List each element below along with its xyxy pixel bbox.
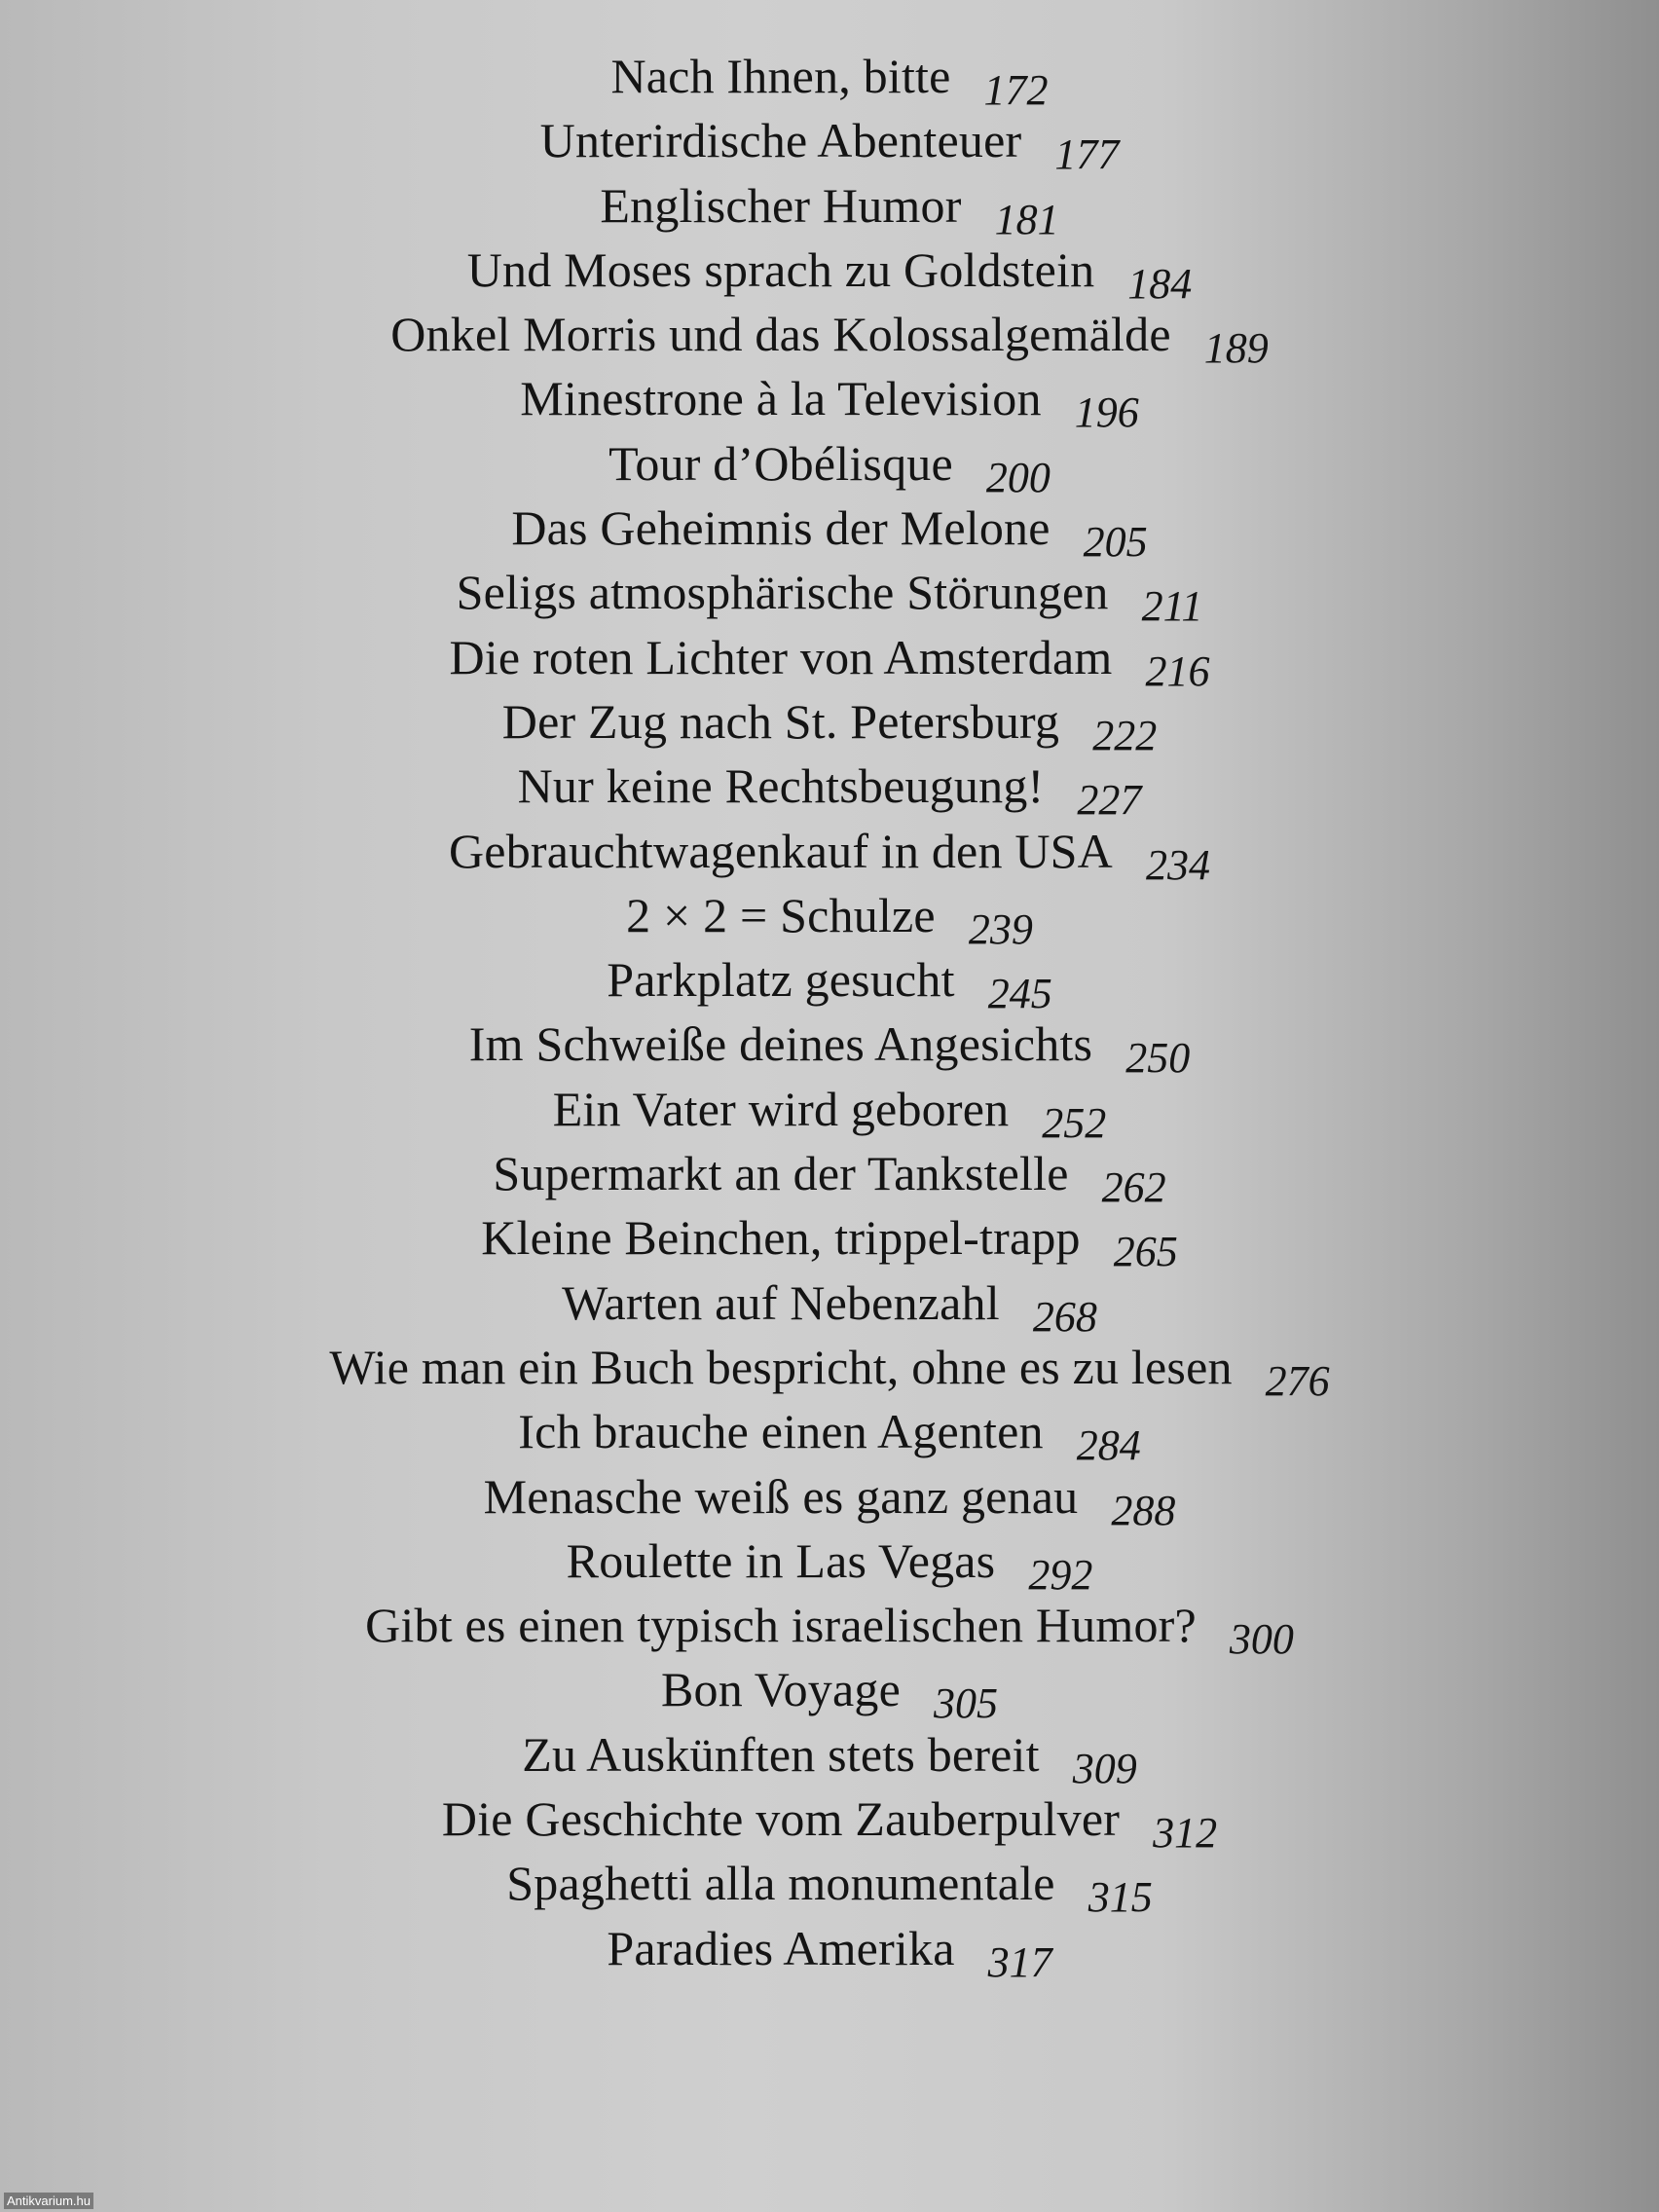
toc-entry-page: 288 xyxy=(1111,1486,1176,1534)
toc-entry xyxy=(0,1464,1659,1534)
toc-entry-title: Seligs atmosphärische Störungen xyxy=(456,565,1109,620)
toc-entry xyxy=(0,1787,1659,1858)
toc-entry xyxy=(0,1271,1659,1341)
toc-entry-page: 317 xyxy=(987,1937,1052,1986)
toc-entry xyxy=(0,689,1659,759)
toc-entry-page: 189 xyxy=(1203,324,1269,373)
toc-entry-title: Und Moses sprach zu Goldstein xyxy=(466,241,1095,297)
toc-entry-page: 211 xyxy=(1141,582,1203,631)
toc-entry xyxy=(0,1851,1659,1922)
toc-entry-page: 265 xyxy=(1113,1228,1178,1276)
toc-entry xyxy=(0,1205,1659,1276)
toc-entry xyxy=(0,1399,1659,1470)
toc-entry-title: Supermarkt an der Tankstelle xyxy=(493,1146,1069,1201)
toc-entry-page: 184 xyxy=(1127,259,1193,308)
toc-entry-title: Im Schweiße deines Angesichts xyxy=(468,1016,1093,1072)
toc-entry-page: 305 xyxy=(934,1679,998,1728)
toc-entry xyxy=(0,883,1659,953)
toc-entry-page: 239 xyxy=(968,904,1033,953)
toc-entry xyxy=(0,1657,1659,1728)
toc-entry-page: 222 xyxy=(1092,711,1158,759)
toc-entry-page: 312 xyxy=(1153,1809,1218,1858)
toc-entry xyxy=(0,173,1659,243)
toc-entry xyxy=(0,1529,1659,1599)
toc-entry-page: 284 xyxy=(1076,1421,1141,1470)
toc-entry-title: Gibt es einen typisch israelischen Humor? xyxy=(365,1598,1197,1653)
toc-entry-title: Onkel Morris und das Kolossalgemälde xyxy=(390,307,1171,362)
toc-entry xyxy=(0,819,1659,889)
toc-entry-page: 300 xyxy=(1229,1615,1294,1664)
toc-entry-title: Die Geschichte vom Zauberpulver xyxy=(441,1791,1121,1847)
toc-entry-title: Der Zug nach St. Petersburg xyxy=(501,693,1060,749)
toc-entry-title: Englischer Humor xyxy=(600,177,962,233)
toc-entry-title: Unterirdische Abenteuer xyxy=(539,113,1022,168)
toc-entry xyxy=(0,238,1659,308)
toc-entry xyxy=(0,496,1659,567)
toc-entry-title: Nur keine Rechtsbeugung! xyxy=(517,758,1045,814)
toc-entry-page: 181 xyxy=(994,195,1059,243)
toc-entry-title: Bon Voyage xyxy=(661,1662,901,1717)
toc-entry xyxy=(0,1916,1659,1986)
toc-entry xyxy=(0,625,1659,695)
toc-entry-page: 276 xyxy=(1265,1356,1330,1405)
toc-entry xyxy=(0,1141,1659,1212)
toc-entry-page: 216 xyxy=(1145,646,1210,695)
toc-entry xyxy=(0,44,1659,114)
toc-entry xyxy=(0,1077,1659,1147)
watermark: Antikvarium.hu xyxy=(4,2193,93,2209)
toc-entry-title: Parkplatz gesucht xyxy=(607,952,955,1008)
toc-entry-page: 172 xyxy=(983,66,1049,114)
toc-entry-page: 227 xyxy=(1077,776,1142,825)
toc-entry-page: 196 xyxy=(1074,388,1139,437)
toc-entry xyxy=(0,302,1659,373)
toc-entry xyxy=(0,366,1659,437)
toc-entry-title: Paradies Amerika xyxy=(607,1920,955,1975)
toc-entry-page: 292 xyxy=(1028,1550,1093,1599)
toc-entry-title: Warten auf Nebenzahl xyxy=(562,1274,1000,1330)
toc-entry-title: Menasche weiß es ganz genau xyxy=(483,1468,1079,1524)
toc-entry-title: Spaghetti alla monumentale xyxy=(506,1856,1055,1911)
toc-entry-page: 205 xyxy=(1083,518,1148,567)
toc-entry-page: 315 xyxy=(1088,1873,1153,1922)
toc-entry-title: Kleine Beinchen, trippel-trapp xyxy=(481,1210,1081,1266)
toc-entry-title: Tour d’Obélisque xyxy=(608,435,953,491)
toc-entry-page: 200 xyxy=(985,453,1051,501)
toc-entry xyxy=(0,947,1659,1018)
toc-entry-title: Nach Ihnen, bitte xyxy=(610,49,951,103)
toc-entry-title: Roulette in Las Vegas xyxy=(566,1532,996,1588)
toc-entry-page: 177 xyxy=(1054,130,1120,179)
toc-entry-title: Ein Vater wird geboren xyxy=(552,1081,1010,1136)
toc-entry-title: Die roten Lichter von Amsterdam xyxy=(449,629,1113,684)
toc-entry-page: 309 xyxy=(1072,1744,1137,1792)
toc-entry-page: 252 xyxy=(1042,1098,1107,1147)
toc-entry-page: 250 xyxy=(1125,1034,1191,1083)
toc-entry-page: 262 xyxy=(1101,1163,1166,1212)
toc-entry xyxy=(0,1335,1659,1405)
toc-entry-title: Minestrone à la Television xyxy=(520,371,1042,426)
toc-entry-title: Wie man ein Buch bespricht, ohne es zu lesen xyxy=(329,1339,1233,1394)
toc-entry-title: Ich brauche einen Agenten xyxy=(518,1404,1044,1459)
toc-entry-title: Gebrauchtwagenkauf in den USA xyxy=(449,823,1113,878)
toc-entry-page: 245 xyxy=(987,970,1052,1018)
toc-entry-title: Das Geheimnis der Melone xyxy=(511,500,1051,556)
toc-entry xyxy=(0,431,1659,501)
toc-entry xyxy=(0,1722,1659,1792)
toc-entry xyxy=(0,754,1659,825)
table-of-contents xyxy=(0,44,1659,1986)
toc-entry xyxy=(0,560,1659,631)
toc-entry xyxy=(0,1593,1659,1664)
toc-entry-page: 234 xyxy=(1145,840,1210,889)
toc-entry-title: Zu Auskünften stets bereit xyxy=(522,1726,1040,1782)
toc-entry xyxy=(0,1012,1659,1083)
toc-entry xyxy=(0,108,1659,179)
toc-entry-page: 268 xyxy=(1032,1292,1097,1341)
toc-entry-title: 2 × 2 = Schulze xyxy=(626,887,936,942)
